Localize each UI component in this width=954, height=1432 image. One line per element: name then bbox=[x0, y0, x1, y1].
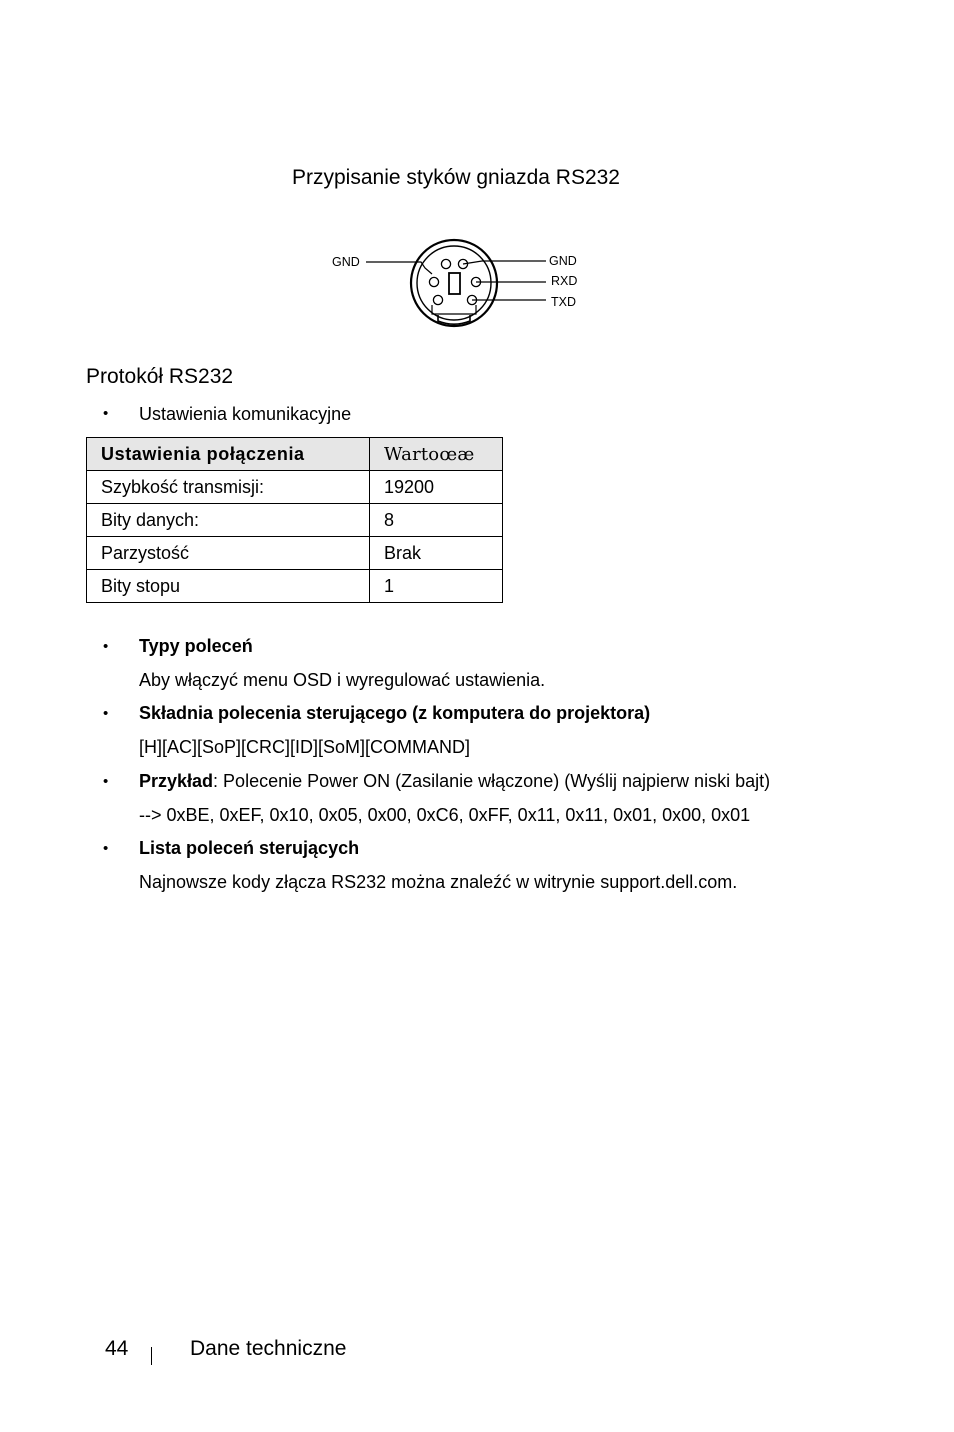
command-list-text: Najnowsze kody złącza RS232 można znaleźć w witrynie support.dell.com. bbox=[139, 872, 738, 892]
table-row bbox=[87, 504, 503, 537]
table-cell: 8 bbox=[370, 504, 503, 537]
rs232-connector-diagram bbox=[320, 232, 590, 332]
table-cell: Szybkość transmisji: bbox=[87, 471, 370, 504]
pin-5 bbox=[433, 295, 442, 304]
table-row bbox=[87, 471, 503, 504]
example-line bbox=[139, 771, 770, 792]
table-row bbox=[87, 537, 503, 570]
txd-label: TXD bbox=[551, 295, 576, 309]
center-key bbox=[449, 273, 460, 294]
gnd-right-label: GND bbox=[549, 254, 577, 268]
table-header-value: Wartoœæ bbox=[370, 438, 503, 471]
command-types-text: Aby włączyć menu OSD i wyregulować ustawienia. bbox=[139, 670, 546, 690]
comm-settings-label: Ustawienia komunikacyjne bbox=[139, 404, 352, 424]
pin-3 bbox=[429, 277, 438, 286]
table-cell: Bity stopu bbox=[87, 570, 370, 603]
table-row bbox=[87, 570, 503, 603]
bullet-marker: • bbox=[103, 773, 109, 790]
footer-section-title: Dane techniczne bbox=[190, 1337, 347, 1360]
table-header-setting: Ustawienia połączenia bbox=[87, 438, 370, 471]
command-types-title: Typy poleceń bbox=[139, 636, 253, 656]
example-description: : Polecenie Power ON (Zasilanie włączone) (Wyślij najpierw niski bajt) bbox=[213, 771, 771, 791]
table-cell: 19200 bbox=[370, 471, 503, 504]
bullet-marker: • bbox=[103, 405, 109, 422]
command-syntax-title: Składnia polecenia sterującego (z komputera do projektora) bbox=[139, 703, 651, 723]
protocol-title: Protokół RS232 bbox=[86, 365, 234, 388]
command-syntax-text: [H][AC][SoP][CRC][ID][SoM][COMMAND] bbox=[139, 737, 471, 757]
page-number: 44 bbox=[105, 1337, 129, 1360]
pin-assignment-title: Przypisanie styków gniazda RS232 bbox=[291, 166, 620, 189]
table-cell: Bity danych: bbox=[87, 504, 370, 537]
bullet-marker: • bbox=[103, 638, 109, 655]
bullet-marker: • bbox=[103, 840, 109, 857]
table-header-row bbox=[87, 438, 503, 471]
command-list-title: Lista poleceń sterujących bbox=[139, 838, 360, 858]
example-title: Przykład bbox=[139, 771, 214, 791]
connection-settings-table bbox=[86, 437, 503, 603]
rxd-label: RXD bbox=[551, 274, 578, 288]
table-cell: 1 bbox=[370, 570, 503, 603]
example-bytes: --> 0xBE, 0xEF, 0x10, 0x05, 0x00, 0xC6, 0xFF, 0x11, 0x11, 0x01, 0x00, 0x01 bbox=[139, 805, 751, 825]
table-cell: Parzystość bbox=[87, 537, 370, 570]
gnd-left-label: GND bbox=[332, 255, 360, 269]
bullet-marker: • bbox=[103, 705, 109, 722]
pin-1 bbox=[441, 259, 450, 268]
footer-divider bbox=[151, 1347, 152, 1365]
table-cell: Brak bbox=[370, 537, 503, 570]
